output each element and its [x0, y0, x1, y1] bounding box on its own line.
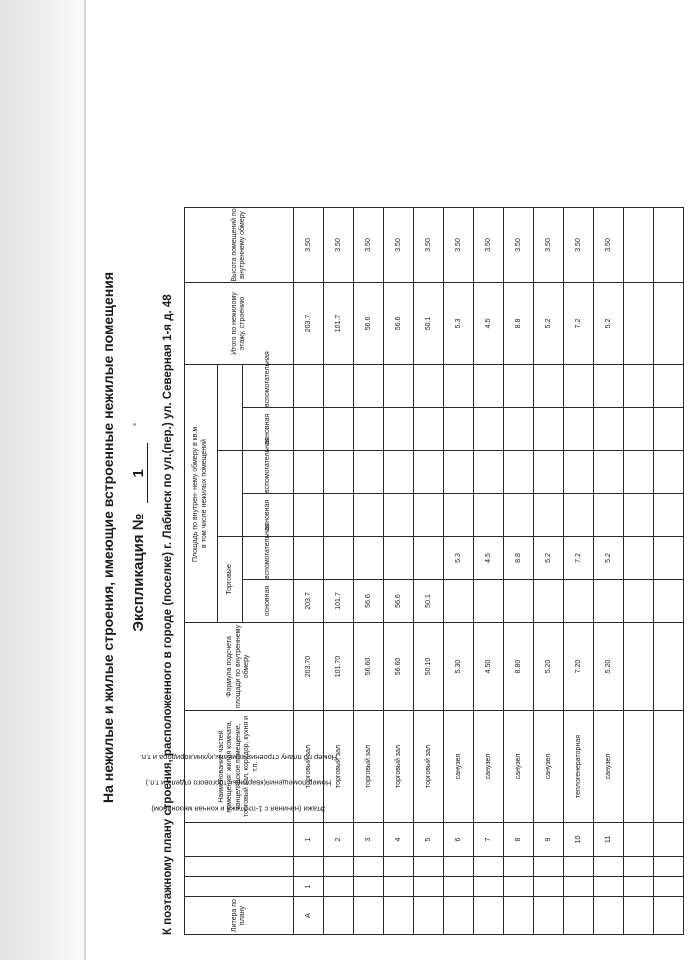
cell-floor [474, 877, 504, 897]
cell-g3-aux [384, 364, 414, 407]
cell-trade-aux [384, 537, 414, 580]
cell-floor [324, 877, 354, 897]
cell-g3-main [474, 408, 504, 451]
header-total: Итого по нежилому этажу, строению [185, 282, 294, 364]
header-blank-group-2 [218, 451, 243, 537]
cell-floor [354, 877, 384, 897]
cell-empty [654, 877, 684, 897]
cell-litera [354, 897, 384, 935]
cell-plan: 9 [534, 823, 564, 857]
table-row [594, 207, 624, 934]
cell-empty [624, 897, 654, 935]
cell-trade-main [504, 580, 534, 623]
cell-trade-aux: 5.2 [534, 537, 564, 580]
cell-g3-aux [534, 364, 564, 407]
cell-g2-aux [534, 451, 564, 494]
cell-g3-aux [354, 364, 384, 407]
cell-litera [384, 897, 414, 935]
cell-total: 56.6 [384, 282, 414, 364]
cell-litera [324, 897, 354, 935]
table-row [414, 207, 444, 934]
cell-empty [624, 537, 654, 580]
table-row [324, 207, 354, 934]
header-aux-2: вспомогательная [243, 451, 294, 494]
cell-plan: 5 [414, 823, 444, 857]
cell-total: 5.3 [444, 282, 474, 364]
cell-trade-main [564, 580, 594, 623]
cell-litera [474, 897, 504, 935]
cell-floor [444, 877, 474, 897]
cell-total: 4.5 [474, 282, 504, 364]
cell-total: 7.2 [564, 282, 594, 364]
cell-empty [624, 857, 654, 877]
cell-empty [654, 282, 684, 364]
cell-g2-main [504, 494, 534, 537]
cell-empty [654, 408, 684, 451]
table-row [534, 207, 564, 934]
cell-total: 50.1 [414, 282, 444, 364]
cell-formula: 5.20 [594, 623, 624, 711]
cell-litera [414, 897, 444, 935]
cell-g2-aux [414, 451, 444, 494]
cell-trade-aux [414, 537, 444, 580]
cell-formula: 203.70 [294, 623, 324, 711]
cell-litera: А [294, 897, 324, 935]
cell-g3-main [594, 408, 624, 451]
cell-room [294, 857, 324, 877]
cell-formula: 5.20 [534, 623, 564, 711]
cell-g3-aux [504, 364, 534, 407]
cell-empty [654, 623, 684, 711]
explication-number: 1 [130, 443, 148, 503]
cell-g2-main [474, 494, 504, 537]
cell-g2-main [444, 494, 474, 537]
cell-height: 3.50 [294, 207, 324, 282]
cell-room [444, 857, 474, 877]
cell-empty [654, 451, 684, 494]
cell-trade-aux: 4.5 [474, 537, 504, 580]
cell-g3-aux [294, 364, 324, 407]
cell-floor [384, 877, 414, 897]
cell-g2-aux [564, 451, 594, 494]
cell-empty [654, 857, 684, 877]
table-row [444, 207, 474, 934]
cell-g3-aux [444, 364, 474, 407]
cell-plan: 8 [504, 823, 534, 857]
cell-g2-main [564, 494, 594, 537]
header-litera: Литера по плану [185, 897, 294, 935]
cell-empty [624, 823, 654, 857]
header-floor: Этажи (начиная с 1-го этажа и кончая мезонином) [185, 877, 294, 897]
cell-name: торговый зал [414, 711, 444, 823]
cell-room [594, 857, 624, 877]
cell-formula: 56.60 [384, 623, 414, 711]
cell-room [534, 857, 564, 877]
rotated-sheet [100, 140, 695, 935]
cell-room [414, 857, 444, 877]
cell-g3-main [324, 408, 354, 451]
cell-g2-main [354, 494, 384, 537]
cell-empty [624, 580, 654, 623]
cell-height: 3.50 [474, 207, 504, 282]
cell-room [354, 857, 384, 877]
cell-empty [624, 408, 654, 451]
cell-trade-aux: 7.2 [564, 537, 594, 580]
cell-litera [594, 897, 624, 935]
header-blank-group-3 [218, 364, 243, 450]
cell-empty [624, 282, 654, 364]
cell-formula: 8.80 [504, 623, 534, 711]
cell-height: 3.50 [444, 207, 474, 282]
cell-trade-aux: 5.2 [594, 537, 624, 580]
cell-name: санузел [504, 711, 534, 823]
cell-room [324, 857, 354, 877]
cell-trade-main: 56.6 [354, 580, 384, 623]
cell-room [504, 857, 534, 877]
cell-trade-main: 50.1 [414, 580, 444, 623]
table-row-empty [624, 207, 654, 934]
cell-empty [624, 623, 654, 711]
page-fold-shadow [0, 0, 86, 960]
cell-g2-aux [294, 451, 324, 494]
cell-empty [654, 711, 684, 823]
cell-g2-aux [384, 451, 414, 494]
cell-trade-main [594, 580, 624, 623]
cell-empty [624, 711, 654, 823]
cell-trade-main: 101.7 [324, 580, 354, 623]
cell-formula: 4.50 [474, 623, 504, 711]
cell-trade-aux: 5.3 [444, 537, 474, 580]
cell-g3-aux [414, 364, 444, 407]
cell-name: санузел [594, 711, 624, 823]
header-room-no: Номер помещения(квартиры, торгового отдела и т.п.) [185, 857, 294, 877]
cell-empty [624, 207, 654, 282]
cell-g2-main [324, 494, 354, 537]
cell-trade-main [534, 580, 564, 623]
cell-height: 3.50 [564, 207, 594, 282]
cell-g2-aux [354, 451, 384, 494]
header-area-title: Площадь по внутрен- нему обмеру в кв.м. [192, 424, 200, 563]
cell-g3-main [414, 408, 444, 451]
cell-trade-main [444, 580, 474, 623]
explication-label: Экспликация № [130, 513, 147, 632]
cell-formula: 56.60 [354, 623, 384, 711]
header-row-1 [185, 207, 218, 934]
cell-g3-main [384, 408, 414, 451]
cell-g3-main [534, 408, 564, 451]
cell-empty [624, 494, 654, 537]
cell-g3-main [504, 408, 534, 451]
cell-formula: 101.70 [324, 623, 354, 711]
header-aux-1: вспомогательная [243, 537, 294, 580]
table-row [564, 207, 594, 934]
cell-empty [654, 537, 684, 580]
cell-g3-aux [594, 364, 624, 407]
table-row [354, 207, 384, 934]
cell-trade-main: 56.6 [384, 580, 414, 623]
cell-g2-main [414, 494, 444, 537]
cell-trade-aux: 8.8 [504, 537, 534, 580]
cell-empty [654, 364, 684, 407]
cell-g3-aux [474, 364, 504, 407]
cell-height: 3.50 [384, 207, 414, 282]
cell-empty [624, 877, 654, 897]
cell-g3-main [354, 408, 384, 451]
table-row [474, 207, 504, 934]
cell-litera [504, 897, 534, 935]
cell-trade-aux [354, 537, 384, 580]
cell-floor: 1 [294, 877, 324, 897]
cell-total: 203.7 [294, 282, 324, 364]
cell-height: 3.50 [324, 207, 354, 282]
cell-total: 101.7 [324, 282, 354, 364]
header-formula: Формула подсчета площади по внутреннему обмеру [185, 623, 294, 711]
cell-name: теплогенераторная [564, 711, 594, 823]
table-body [294, 207, 684, 934]
cell-name: торговый зал [384, 711, 414, 823]
table-row-empty [654, 207, 684, 934]
cell-plan: 7 [474, 823, 504, 857]
cell-total: 5.2 [594, 282, 624, 364]
cell-name: торговый зал [294, 711, 324, 823]
cell-plan: 2 [324, 823, 354, 857]
cell-floor [504, 877, 534, 897]
cell-g2-main [384, 494, 414, 537]
cell-g3-aux [324, 364, 354, 407]
cell-g3-main [294, 408, 324, 451]
cell-name: санузел [444, 711, 474, 823]
cell-formula: 50.10 [414, 623, 444, 711]
cell-plan: 10 [564, 823, 594, 857]
cell-height: 3.50 [504, 207, 534, 282]
header-main-3: основная [243, 408, 294, 451]
cell-height: 3.50 [414, 207, 444, 282]
page-fold-edge [84, 0, 86, 960]
cell-room [384, 857, 414, 877]
header-trade: Торговые [218, 537, 243, 623]
cell-litera [444, 897, 474, 935]
cell-height: 3.50 [594, 207, 624, 282]
cell-plan: 1 [294, 823, 324, 857]
cell-trade-main: 203.7 [294, 580, 324, 623]
cell-trade-aux [324, 537, 354, 580]
header-height: Высота помещений по внутреннему обмеру [185, 207, 294, 282]
table-row [294, 207, 324, 934]
cell-g2-aux [474, 451, 504, 494]
cell-g2-aux [504, 451, 534, 494]
cell-height: 3.50 [534, 207, 564, 282]
document-title: На нежилые и жилые строения, имеющие встроенные нежилые помещения [100, 271, 116, 804]
cell-litera [564, 897, 594, 935]
header-main-1: основная [243, 580, 294, 623]
cell-empty [624, 364, 654, 407]
table-row [384, 207, 414, 934]
cell-trade-main [474, 580, 504, 623]
cell-empty [624, 451, 654, 494]
cell-plan: 11 [594, 823, 624, 857]
header-area-sub: в том числе нежилых помещений [201, 439, 208, 548]
cell-g2-main [594, 494, 624, 537]
cell-name: санузел [474, 711, 504, 823]
cell-floor [414, 877, 444, 897]
cell-g2-aux [444, 451, 474, 494]
cell-trade-aux [294, 537, 324, 580]
header-name: Наименование частей помещения: жилая комната, канцелярское помещение, торговый зал, коридор, кухня и т.п. [185, 711, 294, 823]
cell-total: 5.2 [534, 282, 564, 364]
cell-room [564, 857, 594, 877]
cell-floor [534, 877, 564, 897]
cell-plan: 4 [384, 823, 414, 857]
explication-heading [130, 140, 148, 935]
table-row [504, 207, 534, 934]
cell-empty [654, 494, 684, 537]
cell-g2-main [534, 494, 564, 537]
cell-g2-aux [594, 451, 624, 494]
header-plan-no: Номер по плану строения комнаты,кухни,коридора и т.п. [185, 823, 294, 857]
cell-height: 3.50 [354, 207, 384, 282]
cell-g2-main [294, 494, 324, 537]
cell-g3-aux [564, 364, 594, 407]
cell-formula: 7.20 [564, 623, 594, 711]
cell-empty [654, 897, 684, 935]
cell-floor [594, 877, 624, 897]
header-area-group [185, 364, 218, 622]
cell-name: торговый зал [324, 711, 354, 823]
cell-g3-main [564, 408, 594, 451]
cell-g3-main [444, 408, 474, 451]
cell-plan: 6 [444, 823, 474, 857]
cell-total: 56.6 [354, 282, 384, 364]
cell-total: 8.8 [504, 282, 534, 364]
cell-plan: 3 [354, 823, 384, 857]
cell-empty [654, 207, 684, 282]
cell-formula: 5.30 [444, 623, 474, 711]
cell-name: торговый зал [354, 711, 384, 823]
cell-litera [534, 897, 564, 935]
cell-empty [654, 580, 684, 623]
cell-name: санузел [534, 711, 564, 823]
cell-g2-aux [324, 451, 354, 494]
cell-empty [654, 823, 684, 857]
cell-room [474, 857, 504, 877]
header-main-2: основная [243, 494, 294, 537]
cell-floor [564, 877, 594, 897]
address-line: К поэтажному плану строения, расположенного в городе (поселке) г. Лабинск по ул.(пер.) ул. Северная 1-я д. 48 [162, 294, 174, 935]
header-aux-3: вспомогательная [243, 364, 294, 407]
